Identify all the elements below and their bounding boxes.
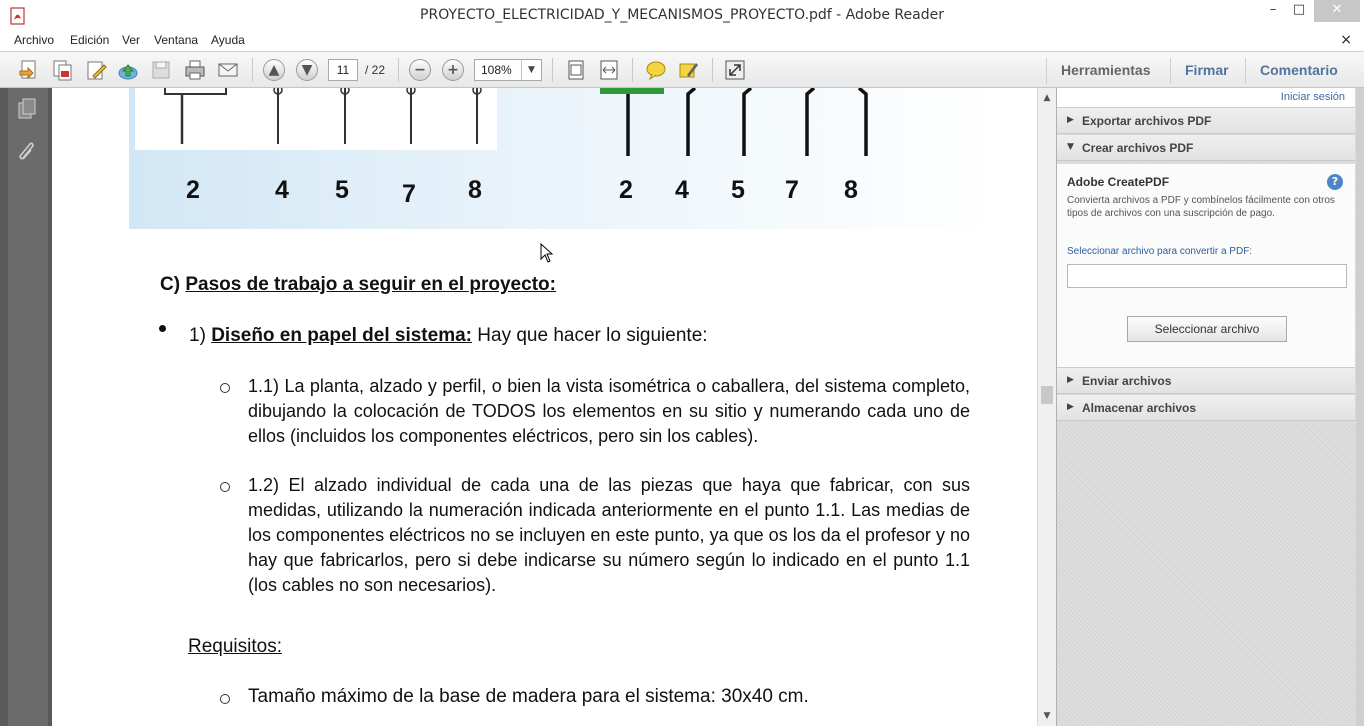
bullet-icon [159, 325, 166, 332]
zoom-in-icon[interactable]: + [442, 59, 464, 81]
page-number-input[interactable]: 11 [328, 59, 358, 81]
file-input[interactable] [1067, 264, 1347, 288]
section-label: Enviar archivos [1082, 374, 1172, 388]
highlight-icon[interactable] [677, 59, 699, 81]
navigation-strip [8, 88, 48, 726]
list-item-1 [189, 325, 708, 347]
navigation-pane [0, 88, 52, 726]
fit-page-icon[interactable] [565, 59, 587, 81]
section-title: Pasos de trabajo a seguir en el proyecto: [185, 274, 556, 295]
minimize-button[interactable]: – [1269, 2, 1277, 17]
maximize-button[interactable]: □ [1292, 2, 1306, 17]
section-prefix: C) [160, 274, 186, 295]
zoom-out-icon[interactable]: − [409, 59, 431, 81]
collapse-icon: ▼ [1067, 142, 1074, 152]
attachment-icon[interactable] [17, 140, 37, 162]
scroll-down-icon[interactable]: ▼ [1043, 711, 1051, 721]
select-file-label: Seleccionar archivo para convertir a PDF: [1067, 246, 1253, 257]
item1-prefix: 1) [189, 325, 212, 346]
expand-icon: ▶ [1067, 375, 1074, 385]
figure-pin-label: 8 [844, 176, 858, 204]
pages-icon[interactable] [17, 98, 37, 120]
toolbar [0, 51, 1364, 88]
sub-item-1-1: 1.1) La planta, alzado y perfil, o bien la vista isométrica o caballera, del sistema completo, dibujando la colocación de TODOS los elementos en su sitio y numerando cada uno de ellos (incluidos los componentes eléctricos, pero sin los cables). [248, 376, 970, 446]
close-document-button[interactable]: × [1340, 32, 1352, 48]
section-label: Crear archivos PDF [1082, 141, 1194, 155]
scrollbar-thumb[interactable] [1041, 386, 1053, 404]
print-icon[interactable] [184, 59, 206, 81]
toolbar-separator [712, 58, 713, 82]
login-bar [1057, 88, 1355, 108]
document-view[interactable] [52, 88, 1037, 726]
pin-diagram [129, 88, 995, 229]
select-file-button[interactable]: Seleccionar archivo [1127, 316, 1287, 342]
section-store-files[interactable] [1057, 395, 1355, 421]
figure-pin-label: 4 [675, 176, 689, 204]
figure-pin-label: 8 [468, 176, 482, 204]
pdf-page [52, 88, 1037, 726]
createpdf-title: Adobe CreatePDF [1067, 175, 1170, 189]
menu-ayuda[interactable]: Ayuda [211, 33, 245, 47]
section-label: Almacenar archivos [1082, 401, 1197, 415]
menu-ver[interactable]: Ver [122, 33, 141, 47]
vertical-scrollbar[interactable] [1037, 88, 1056, 726]
sign-link[interactable]: Firmar [1185, 62, 1229, 78]
menu-edicion[interactable]: Edición [70, 33, 110, 47]
tools-pane [1056, 88, 1364, 726]
zoom-select[interactable] [474, 59, 542, 81]
createpdf-description: Convierta archivos a PDF y combínelos fácilmente con otros tipos de archivos con una suscripción de pago. [1067, 195, 1335, 219]
next-page-icon[interactable]: ▼ [296, 59, 318, 81]
expand-icon: ▶ [1067, 115, 1074, 125]
page-total: / 22 [365, 63, 386, 77]
requirement-item: Tamaño máximo de la base de madera para el sistema: 30x40 cm. [248, 686, 809, 707]
figure-pin-label: 5 [335, 176, 349, 204]
figure-pin-label: 7 [785, 176, 799, 204]
menu-bar [0, 31, 1364, 51]
create-pdf-panel [1057, 164, 1355, 368]
window-title: PROYECTO_ELECTRICIDAD_Y_MECANISMOS_PROYECTO.pdf - Adobe Reader [420, 7, 944, 23]
fullscreen-icon[interactable] [724, 59, 746, 81]
toolbar-separator [1046, 58, 1047, 84]
section-export-pdf[interactable] [1057, 108, 1355, 134]
toolbar-separator [552, 58, 553, 82]
figure-pin-label: 5 [731, 176, 745, 204]
save-icon[interactable] [150, 59, 172, 81]
login-link[interactable]: Iniciar sesión [1280, 91, 1345, 103]
figure-pin-label: 2 [186, 176, 200, 204]
sub-item-1-2: 1.2) El alzado individual de cada una de las piezas que haya que fabricar, con sus medidas, utilizando la numeración indicada anteriormente en el punto 1.1. Las medias de los componentes eléctricos no se incluyen en este punto, ya que os los da el profesor y no hay que fabricarlos, pero si debe indicarse su número según lo indicado en el punto 1.1 (los cables no son necesarios). [248, 475, 970, 595]
pin-diagram-figure [129, 88, 995, 229]
section-send-files[interactable] [1057, 368, 1355, 394]
toolbar-separator [1245, 58, 1246, 84]
requirements-heading: Requisitos: [188, 636, 282, 657]
comment-link[interactable]: Comentario [1260, 62, 1338, 78]
email-icon[interactable] [217, 59, 239, 81]
figure-pin-label: 4 [275, 176, 289, 204]
toolbar-separator [398, 58, 399, 82]
comment-icon[interactable] [645, 59, 667, 81]
section-heading [160, 274, 556, 296]
upload-icon[interactable] [117, 59, 139, 81]
title-bar [0, 0, 1364, 31]
fit-width-icon[interactable] [598, 59, 620, 81]
zoom-value: 108% [481, 63, 512, 77]
scroll-up-icon[interactable]: ▲ [1043, 93, 1051, 103]
circle-bullet-icon [220, 383, 230, 393]
expand-icon: ▶ [1067, 402, 1074, 412]
mouse-cursor-icon [540, 243, 554, 263]
chevron-down-icon[interactable]: ▼ [521, 60, 541, 80]
circle-bullet-icon [220, 482, 230, 492]
item1-title: Diseño en papel del sistema: [211, 325, 472, 346]
tools-pane-scrollbar[interactable] [1356, 88, 1364, 726]
menu-ventana[interactable]: Ventana [154, 33, 199, 47]
menu-archivo[interactable]: Archivo [14, 33, 55, 47]
item1-rest: Hay que hacer lo siguiente: [472, 325, 708, 346]
section-create-pdf[interactable] [1057, 135, 1355, 161]
close-button[interactable]: ✕ [1314, 0, 1360, 22]
tools-link[interactable]: Herramientas [1061, 62, 1151, 78]
help-icon[interactable]: ? [1327, 174, 1343, 190]
figure-pin-label: 2 [619, 176, 633, 204]
figure-pin-label: 7 [402, 180, 416, 208]
circle-bullet-icon [220, 694, 230, 704]
toolbar-separator [252, 58, 253, 82]
combine-icon[interactable] [51, 59, 73, 81]
prev-page-icon[interactable]: ▲ [263, 59, 285, 81]
toolbar-separator [1170, 58, 1171, 84]
section-label: Exportar archivos PDF [1082, 114, 1212, 128]
create-pdf-icon[interactable] [18, 59, 40, 81]
toolbar-separator [632, 58, 633, 82]
edit-icon[interactable] [85, 59, 107, 81]
